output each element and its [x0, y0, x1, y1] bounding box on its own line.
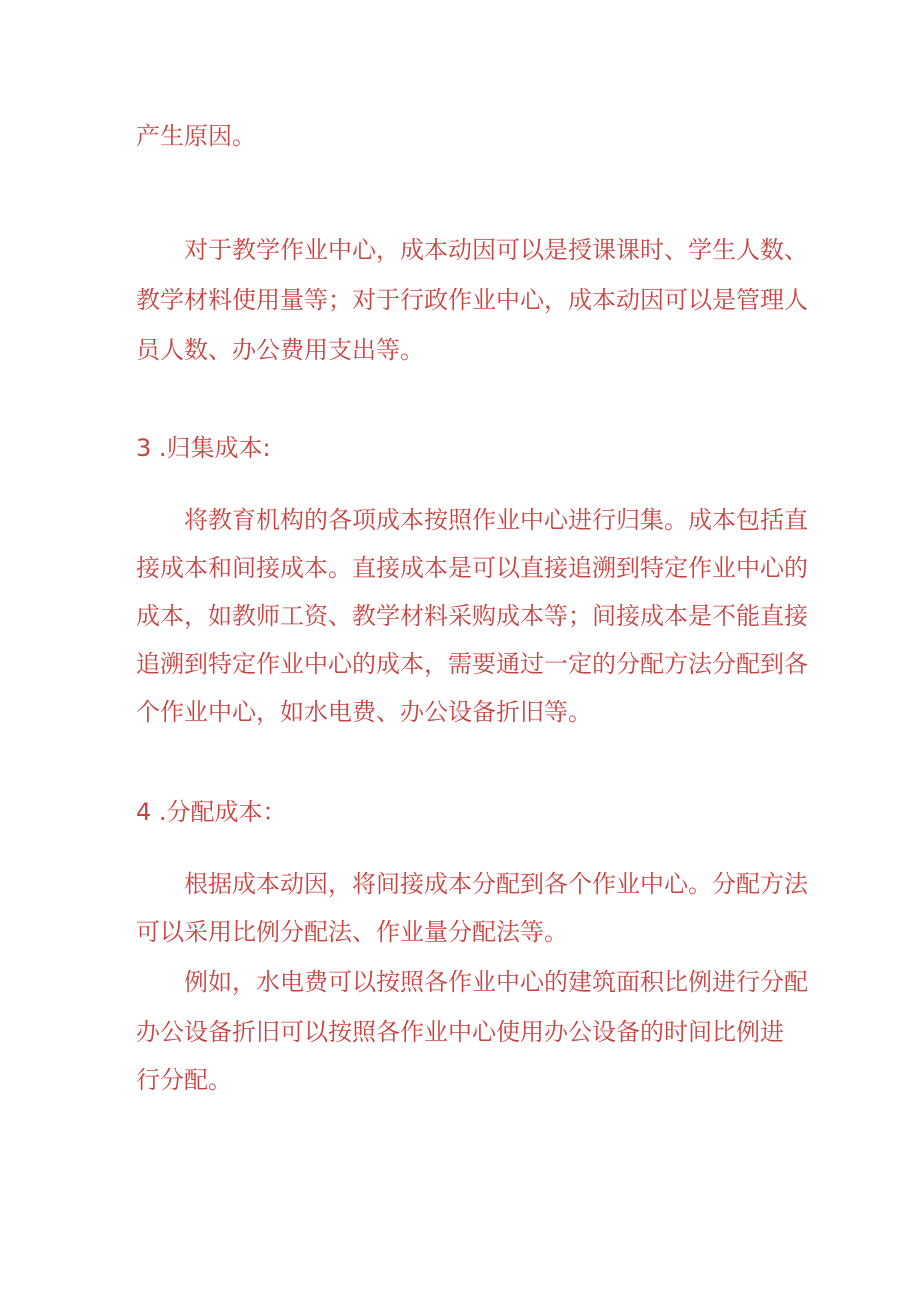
paragraph-line: 教学材料使用量等；对于行政作业中心，成本动因可以是管理人	[136, 286, 808, 314]
paragraph-line: 例如，水电费可以按照各作业中心的建筑面积比例进行分配	[184, 968, 808, 996]
section-heading: 4 .分配成本：	[136, 798, 287, 826]
paragraph-line: 追溯到特定作业中心的成本，需要通过一定的分配方法分配到各	[136, 650, 808, 678]
paragraph-line: 产生原因。	[136, 122, 256, 150]
paragraph-line: 根据成本动因，将间接成本分配到各个作业中心。分配方法	[184, 870, 808, 898]
paragraph-line: 成本，如教师工资、教学材料采购成本等；间接成本是不能直接	[136, 602, 808, 630]
section-heading: 3 .归集成本:	[136, 434, 271, 462]
paragraph-line: 接成本和间接成本。直接成本是可以直接追溯到特定作业中心的	[136, 554, 808, 582]
paragraph-line: 员人数、办公费用支出等。	[136, 336, 424, 364]
paragraph-line: 个作业中心，如水电费、办公设备折旧等。	[136, 698, 592, 726]
paragraph-line: 可以采用比例分配法、作业量分配法等。	[136, 918, 568, 946]
paragraph-line: 办公设备折旧可以按照各作业中心使用办公设备的时间比例进	[136, 1018, 784, 1046]
paragraph-line: 将教育机构的各项成本按照作业中心进行归集。成本包括直	[184, 506, 808, 534]
paragraph-line: 行分配。	[136, 1066, 232, 1094]
paragraph-line: 对于教学作业中心，成本动因可以是授课课时、学生人数、	[184, 236, 808, 264]
